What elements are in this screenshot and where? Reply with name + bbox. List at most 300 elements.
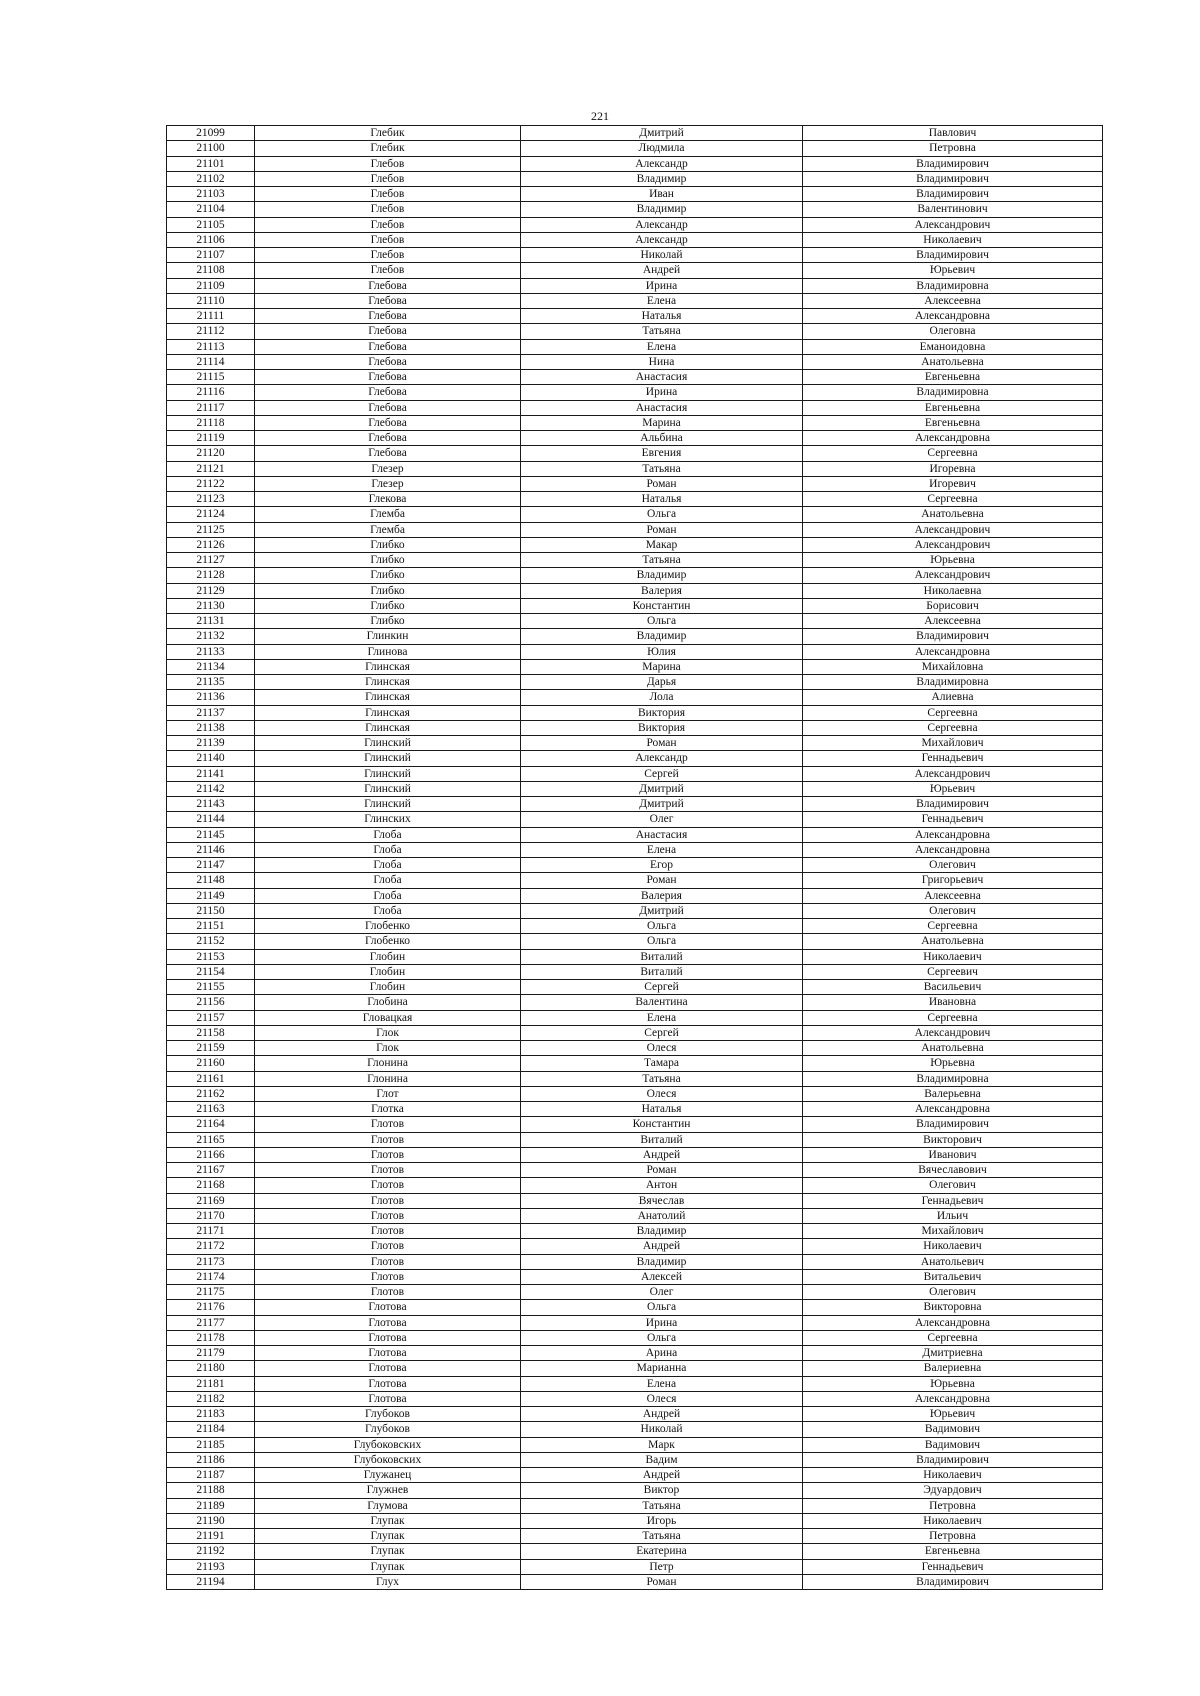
- table-row: [167, 476, 1103, 491]
- surname-cell: Глебова: [255, 293, 521, 308]
- record-number-cell: 21106: [167, 232, 255, 247]
- patronymic-cell: Анатольевна: [803, 1041, 1103, 1056]
- table-row: [167, 1102, 1103, 1117]
- patronymic-cell: Олегович: [803, 1285, 1103, 1300]
- patronymic-cell: Владимирович: [803, 1574, 1103, 1589]
- table-row: [167, 1254, 1103, 1269]
- first-name-cell: Екатерина: [521, 1544, 803, 1559]
- first-name-cell: Дмитрий: [521, 797, 803, 812]
- surname-cell: Глотов: [255, 1132, 521, 1147]
- first-name-cell: Олеся: [521, 1391, 803, 1406]
- first-name-cell: Елена: [521, 293, 803, 308]
- record-number-cell: 21101: [167, 156, 255, 171]
- table-row: [167, 141, 1103, 156]
- record-number-cell: 21154: [167, 964, 255, 979]
- table-row: [167, 858, 1103, 873]
- first-name-cell: Юлия: [521, 644, 803, 659]
- patronymic-cell: Еманоидовна: [803, 339, 1103, 354]
- patronymic-cell: Николаевич: [803, 1239, 1103, 1254]
- surname-cell: Глотова: [255, 1315, 521, 1330]
- record-number-cell: 21193: [167, 1559, 255, 1574]
- patronymic-cell: Александрович: [803, 537, 1103, 552]
- record-number-cell: 21189: [167, 1498, 255, 1513]
- surname-cell: Глужанец: [255, 1468, 521, 1483]
- patronymic-cell: Сергеевна: [803, 1330, 1103, 1345]
- record-number-cell: 21113: [167, 339, 255, 354]
- table-row: [167, 1574, 1103, 1589]
- patronymic-cell: Григорьевич: [803, 873, 1103, 888]
- surname-cell: Глотов: [255, 1239, 521, 1254]
- table-row: [167, 949, 1103, 964]
- record-number-cell: 21131: [167, 614, 255, 629]
- first-name-cell: Ирина: [521, 1315, 803, 1330]
- record-number-cell: 21143: [167, 797, 255, 812]
- table-row: [167, 1468, 1103, 1483]
- first-name-cell: Алексей: [521, 1269, 803, 1284]
- surname-cell: Глинская: [255, 720, 521, 735]
- surname-cell: Глебова: [255, 339, 521, 354]
- first-name-cell: Наталья: [521, 492, 803, 507]
- record-number-cell: 21165: [167, 1132, 255, 1147]
- first-name-cell: Николай: [521, 1422, 803, 1437]
- first-name-cell: Игорь: [521, 1513, 803, 1528]
- first-name-cell: Дарья: [521, 675, 803, 690]
- first-name-cell: Арина: [521, 1346, 803, 1361]
- first-name-cell: Анастасия: [521, 827, 803, 842]
- first-name-cell: Татьяна: [521, 461, 803, 476]
- record-number-cell: 21173: [167, 1254, 255, 1269]
- table-row: [167, 507, 1103, 522]
- record-number-cell: 21174: [167, 1269, 255, 1284]
- surname-cell: Глинова: [255, 644, 521, 659]
- record-number-cell: 21157: [167, 1010, 255, 1025]
- surname-cell: Глоба: [255, 842, 521, 857]
- patronymic-cell: Олегович: [803, 1178, 1103, 1193]
- table-row: [167, 232, 1103, 247]
- record-number-cell: 21123: [167, 492, 255, 507]
- patronymic-cell: Геннадьевич: [803, 1193, 1103, 1208]
- record-number-cell: 21125: [167, 522, 255, 537]
- table-row: [167, 217, 1103, 232]
- table-row: [167, 720, 1103, 735]
- surname-cell: Глотов: [255, 1208, 521, 1223]
- surname-cell: Глекова: [255, 492, 521, 507]
- first-name-cell: Андрей: [521, 263, 803, 278]
- first-name-cell: Виктория: [521, 705, 803, 720]
- patronymic-cell: Николаевич: [803, 949, 1103, 964]
- surname-cell: Глибко: [255, 614, 521, 629]
- first-name-cell: Дмитрий: [521, 903, 803, 918]
- table-row: [167, 934, 1103, 949]
- surname-cell: Глебова: [255, 415, 521, 430]
- table-row: [167, 1285, 1103, 1300]
- first-name-cell: Анастасия: [521, 370, 803, 385]
- patronymic-cell: Петровна: [803, 1498, 1103, 1513]
- surname-cell: Глинский: [255, 751, 521, 766]
- patronymic-cell: Михайлович: [803, 1224, 1103, 1239]
- patronymic-cell: Павлович: [803, 126, 1103, 141]
- first-name-cell: Олеся: [521, 1041, 803, 1056]
- first-name-cell: Лола: [521, 690, 803, 705]
- table-row: [167, 903, 1103, 918]
- patronymic-cell: Александровна: [803, 842, 1103, 857]
- patronymic-cell: Владимировна: [803, 675, 1103, 690]
- surname-cell: Глотов: [255, 1269, 521, 1284]
- patronymic-cell: Иванович: [803, 1147, 1103, 1162]
- table-row: [167, 644, 1103, 659]
- surname-cell: Глинская: [255, 705, 521, 720]
- record-number-cell: 21110: [167, 293, 255, 308]
- table-row: [167, 1010, 1103, 1025]
- table-row: [167, 1361, 1103, 1376]
- table-row: [167, 629, 1103, 644]
- surname-cell: Глупак: [255, 1529, 521, 1544]
- surname-cell: Глотова: [255, 1376, 521, 1391]
- record-number-cell: 21187: [167, 1468, 255, 1483]
- patronymic-cell: Владимирович: [803, 1452, 1103, 1467]
- record-number-cell: 21144: [167, 812, 255, 827]
- surname-cell: Глот: [255, 1086, 521, 1101]
- first-name-cell: Альбина: [521, 431, 803, 446]
- first-name-cell: Ольга: [521, 507, 803, 522]
- table-row: [167, 385, 1103, 400]
- first-name-cell: Марина: [521, 415, 803, 430]
- surname-cell: Глумова: [255, 1498, 521, 1513]
- surname-cell: Глотова: [255, 1361, 521, 1376]
- patronymic-cell: Анатольевна: [803, 934, 1103, 949]
- patronymic-cell: Петровна: [803, 141, 1103, 156]
- surname-cell: Глинский: [255, 736, 521, 751]
- surname-cell: Глинская: [255, 675, 521, 690]
- first-name-cell: Олеся: [521, 1086, 803, 1101]
- surname-cell: Глобин: [255, 949, 521, 964]
- surname-cell: Глибко: [255, 598, 521, 613]
- first-name-cell: Олег: [521, 812, 803, 827]
- surname-cell: Глебов: [255, 171, 521, 186]
- record-number-cell: 21172: [167, 1239, 255, 1254]
- record-number-cell: 21175: [167, 1285, 255, 1300]
- table-row: [167, 248, 1103, 263]
- surname-cell: Глупак: [255, 1544, 521, 1559]
- record-number-cell: 21145: [167, 827, 255, 842]
- record-number-cell: 21129: [167, 583, 255, 598]
- record-number-cell: 21109: [167, 278, 255, 293]
- record-number-cell: 21184: [167, 1422, 255, 1437]
- first-name-cell: Татьяна: [521, 1071, 803, 1086]
- patronymic-cell: Вадимович: [803, 1422, 1103, 1437]
- record-number-cell: 21114: [167, 354, 255, 369]
- first-name-cell: Виктор: [521, 1483, 803, 1498]
- table-row: [167, 278, 1103, 293]
- record-number-cell: 21142: [167, 781, 255, 796]
- table-row: [167, 553, 1103, 568]
- surname-cell: Глоба: [255, 858, 521, 873]
- table-row: [167, 1330, 1103, 1345]
- record-number-cell: 21179: [167, 1346, 255, 1361]
- record-number-cell: 21122: [167, 476, 255, 491]
- patronymic-cell: Игоревна: [803, 461, 1103, 476]
- patronymic-cell: Юрьевич: [803, 781, 1103, 796]
- surname-cell: Глупак: [255, 1559, 521, 1574]
- first-name-cell: Валерия: [521, 888, 803, 903]
- patronymic-cell: Владимирович: [803, 797, 1103, 812]
- patronymic-cell: Александровна: [803, 827, 1103, 842]
- patronymic-cell: Александровна: [803, 309, 1103, 324]
- first-name-cell: Владимир: [521, 568, 803, 583]
- surname-cell: Глебова: [255, 324, 521, 339]
- first-name-cell: Роман: [521, 873, 803, 888]
- record-number-cell: 21126: [167, 537, 255, 552]
- record-number-cell: 21147: [167, 858, 255, 873]
- table-row: [167, 1544, 1103, 1559]
- record-number-cell: 21169: [167, 1193, 255, 1208]
- first-name-cell: Олег: [521, 1285, 803, 1300]
- patronymic-cell: Александровна: [803, 1315, 1103, 1330]
- record-number-cell: 21182: [167, 1391, 255, 1406]
- first-name-cell: Виталий: [521, 964, 803, 979]
- record-number-cell: 21136: [167, 690, 255, 705]
- table-row: [167, 659, 1103, 674]
- patronymic-cell: Александровна: [803, 644, 1103, 659]
- patronymic-cell: Евгеньевна: [803, 1544, 1103, 1559]
- surname-cell: Глибко: [255, 583, 521, 598]
- patronymic-cell: Анатольевич: [803, 1254, 1103, 1269]
- patronymic-cell: Юрьевна: [803, 1376, 1103, 1391]
- table-row: [167, 1346, 1103, 1361]
- first-name-cell: Марианна: [521, 1361, 803, 1376]
- first-name-cell: Константин: [521, 1117, 803, 1132]
- first-name-cell: Валентина: [521, 995, 803, 1010]
- patronymic-cell: Вячеславович: [803, 1163, 1103, 1178]
- table-row: [167, 156, 1103, 171]
- table-row: [167, 461, 1103, 476]
- first-name-cell: Александр: [521, 751, 803, 766]
- patronymic-cell: Петровна: [803, 1529, 1103, 1544]
- table-row: [167, 873, 1103, 888]
- surname-cell: Глобина: [255, 995, 521, 1010]
- patronymic-cell: Олегович: [803, 858, 1103, 873]
- first-name-cell: Александр: [521, 232, 803, 247]
- patronymic-cell: Эдуардович: [803, 1483, 1103, 1498]
- first-name-cell: Ольга: [521, 1300, 803, 1315]
- record-number-cell: 21155: [167, 980, 255, 995]
- table-row: [167, 522, 1103, 537]
- record-number-cell: 21138: [167, 720, 255, 735]
- surname-cell: Глотова: [255, 1346, 521, 1361]
- surname-cell: Глинский: [255, 797, 521, 812]
- first-name-cell: Андрей: [521, 1407, 803, 1422]
- surname-cell: Глупак: [255, 1513, 521, 1528]
- first-name-cell: Макар: [521, 537, 803, 552]
- surname-cell: Гловацкая: [255, 1010, 521, 1025]
- surname-cell: Глубоковских: [255, 1452, 521, 1467]
- record-number-cell: 21170: [167, 1208, 255, 1223]
- first-name-cell: Сергей: [521, 1025, 803, 1040]
- patronymic-cell: Геннадьевич: [803, 1559, 1103, 1574]
- record-number-cell: 21152: [167, 934, 255, 949]
- patronymic-cell: Алексеевна: [803, 293, 1103, 308]
- table-row: [167, 1269, 1103, 1284]
- patronymic-cell: Евгеньевна: [803, 400, 1103, 415]
- surname-cell: Глебик: [255, 126, 521, 141]
- record-number-cell: 21119: [167, 431, 255, 446]
- table-row: [167, 827, 1103, 842]
- record-number-cell: 21120: [167, 446, 255, 461]
- surname-cell: Глебова: [255, 278, 521, 293]
- table-row: [167, 598, 1103, 613]
- patronymic-cell: Олеговна: [803, 324, 1103, 339]
- first-name-cell: Владимир: [521, 1254, 803, 1269]
- patronymic-cell: Валентинович: [803, 202, 1103, 217]
- table-row: [167, 1178, 1103, 1193]
- record-number-cell: 21162: [167, 1086, 255, 1101]
- first-name-cell: Сергей: [521, 980, 803, 995]
- patronymic-cell: Владимирович: [803, 187, 1103, 202]
- surname-cell: Глебова: [255, 370, 521, 385]
- patronymic-cell: Владимирович: [803, 629, 1103, 644]
- table-row: [167, 690, 1103, 705]
- table-row: [167, 568, 1103, 583]
- record-number-cell: 21181: [167, 1376, 255, 1391]
- first-name-cell: Ольга: [521, 614, 803, 629]
- first-name-cell: Ирина: [521, 278, 803, 293]
- surname-cell: Глотов: [255, 1147, 521, 1162]
- first-name-cell: Виталий: [521, 949, 803, 964]
- patronymic-cell: Владимирович: [803, 171, 1103, 186]
- record-number-cell: 21118: [167, 415, 255, 430]
- record-number-cell: 21146: [167, 842, 255, 857]
- record-number-cell: 21163: [167, 1102, 255, 1117]
- first-name-cell: Марк: [521, 1437, 803, 1452]
- record-number-cell: 21104: [167, 202, 255, 217]
- first-name-cell: Роман: [521, 522, 803, 537]
- record-number-cell: 21159: [167, 1041, 255, 1056]
- table-row: [167, 751, 1103, 766]
- first-name-cell: Владимир: [521, 202, 803, 217]
- record-number-cell: 21105: [167, 217, 255, 232]
- patronymic-cell: Юрьевич: [803, 263, 1103, 278]
- patronymic-cell: Владимировна: [803, 1071, 1103, 1086]
- patronymic-cell: Вадимович: [803, 1437, 1103, 1452]
- record-number-cell: 21156: [167, 995, 255, 1010]
- table-row: [167, 812, 1103, 827]
- first-name-cell: Ирина: [521, 385, 803, 400]
- patronymic-cell: Дмитриевна: [803, 1346, 1103, 1361]
- table-row: [167, 492, 1103, 507]
- first-name-cell: Дмитрий: [521, 126, 803, 141]
- table-row: [167, 964, 1103, 979]
- record-number-cell: 21148: [167, 873, 255, 888]
- record-number-cell: 21153: [167, 949, 255, 964]
- surname-cell: Глоба: [255, 827, 521, 842]
- surname-cell: Глотов: [255, 1193, 521, 1208]
- surname-cell: Глобенко: [255, 919, 521, 934]
- table-row: [167, 446, 1103, 461]
- patronymic-cell: Михайловна: [803, 659, 1103, 674]
- table-row: [167, 1498, 1103, 1513]
- patronymic-cell: Александровна: [803, 1391, 1103, 1406]
- surname-cell: Глебов: [255, 263, 521, 278]
- table-row: [167, 781, 1103, 796]
- table-row: [167, 1163, 1103, 1178]
- table-row: [167, 583, 1103, 598]
- first-name-cell: Нина: [521, 354, 803, 369]
- patronymic-cell: Сергеевна: [803, 492, 1103, 507]
- first-name-cell: Тамара: [521, 1056, 803, 1071]
- surname-cell: Глебова: [255, 431, 521, 446]
- record-number-cell: 21183: [167, 1407, 255, 1422]
- patronymic-cell: Алексеевна: [803, 888, 1103, 903]
- table-row: [167, 202, 1103, 217]
- table-row: [167, 339, 1103, 354]
- first-name-cell: Наталья: [521, 1102, 803, 1117]
- first-name-cell: Андрей: [521, 1239, 803, 1254]
- record-number-cell: 21192: [167, 1544, 255, 1559]
- surname-cell: Глобин: [255, 980, 521, 995]
- table-row: [167, 1147, 1103, 1162]
- first-name-cell: Роман: [521, 736, 803, 751]
- table-row: [167, 1025, 1103, 1040]
- record-number-cell: 21160: [167, 1056, 255, 1071]
- patronymic-cell: Николаевич: [803, 232, 1103, 247]
- table-row: [167, 1071, 1103, 1086]
- first-name-cell: Анатолий: [521, 1208, 803, 1223]
- table-row: [167, 888, 1103, 903]
- first-name-cell: Дмитрий: [521, 781, 803, 796]
- first-name-cell: Андрей: [521, 1147, 803, 1162]
- first-name-cell: Петр: [521, 1559, 803, 1574]
- surname-cell: Глезер: [255, 476, 521, 491]
- table-row: [167, 980, 1103, 995]
- patronymic-cell: Владимировна: [803, 385, 1103, 400]
- table-row: [167, 431, 1103, 446]
- patronymic-cell: Викторович: [803, 1132, 1103, 1147]
- patronymic-cell: Николаевна: [803, 583, 1103, 598]
- surname-cell: Глобенко: [255, 934, 521, 949]
- surname-cell: Глотов: [255, 1178, 521, 1193]
- surname-cell: Глебова: [255, 446, 521, 461]
- first-name-cell: Анастасия: [521, 400, 803, 415]
- first-name-cell: Владимир: [521, 171, 803, 186]
- table-row: [167, 1041, 1103, 1056]
- first-name-cell: Виталий: [521, 1132, 803, 1147]
- surname-cell: Глотов: [255, 1117, 521, 1132]
- table-row: [167, 797, 1103, 812]
- record-number-cell: 21102: [167, 171, 255, 186]
- patronymic-cell: Ильич: [803, 1208, 1103, 1223]
- patronymic-cell: Александрович: [803, 766, 1103, 781]
- record-number-cell: 21103: [167, 187, 255, 202]
- record-number-cell: 21194: [167, 1574, 255, 1589]
- first-name-cell: Владимир: [521, 1224, 803, 1239]
- surname-cell: Глонина: [255, 1071, 521, 1086]
- table-row: [167, 1376, 1103, 1391]
- surname-cell: Глинский: [255, 781, 521, 796]
- first-name-cell: Роман: [521, 476, 803, 491]
- surname-cell: Глок: [255, 1041, 521, 1056]
- record-number-cell: 21116: [167, 385, 255, 400]
- record-number-cell: 21158: [167, 1025, 255, 1040]
- first-name-cell: Сергей: [521, 766, 803, 781]
- surname-cell: Глинских: [255, 812, 521, 827]
- patronymic-cell: Николаевич: [803, 1468, 1103, 1483]
- page-number: 221: [591, 109, 609, 123]
- record-number-cell: 21150: [167, 903, 255, 918]
- record-number-cell: 21176: [167, 1300, 255, 1315]
- first-name-cell: Владимир: [521, 629, 803, 644]
- table-row: [167, 1056, 1103, 1071]
- table-row: [167, 842, 1103, 857]
